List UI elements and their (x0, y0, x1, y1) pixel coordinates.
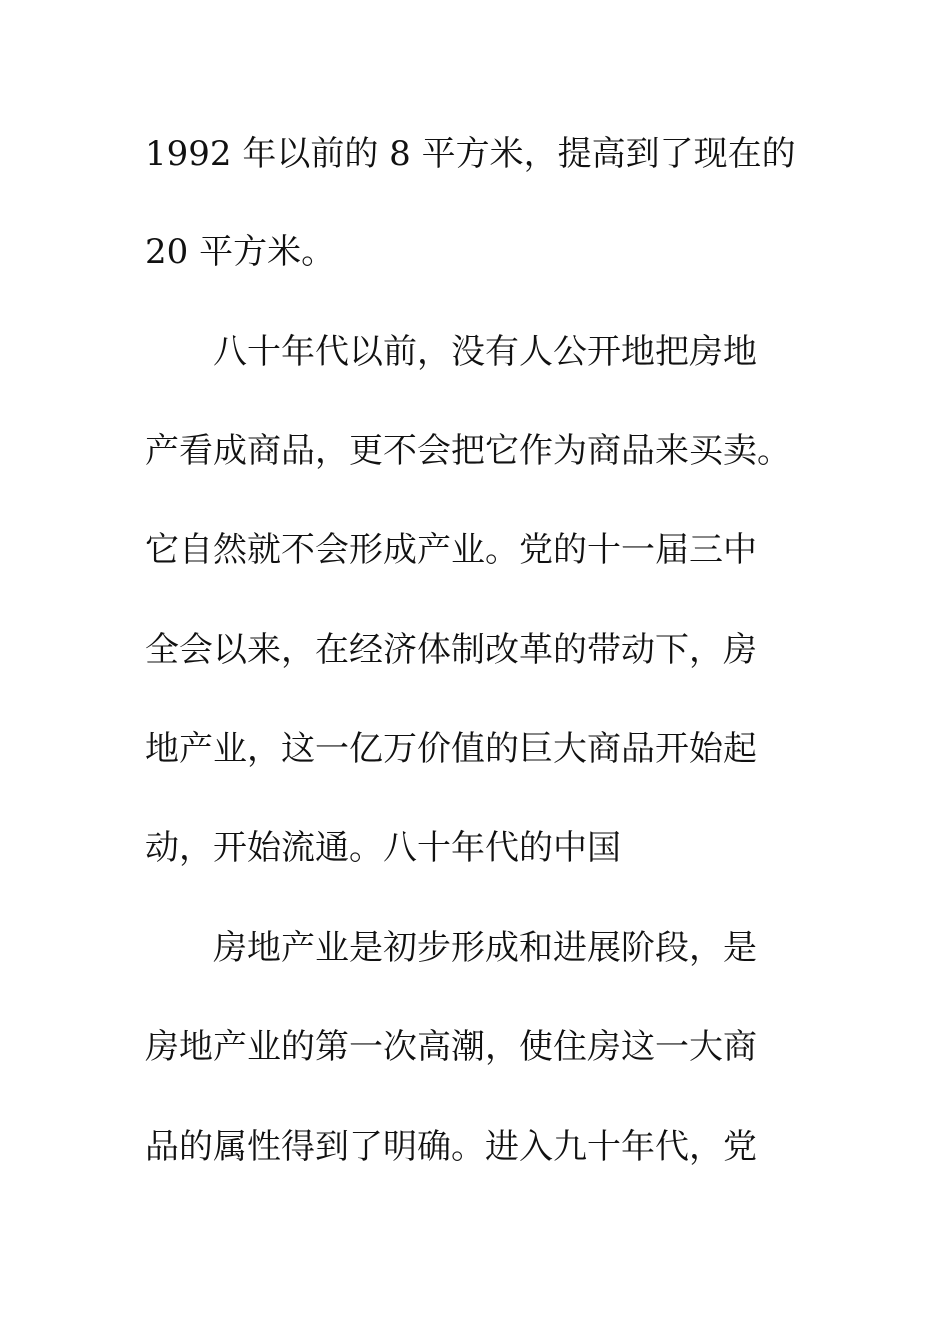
text-line: 地产业，这一亿万价值的巨大商品开始起 (145, 729, 757, 769)
text-line: 它自然就不会形成产业。党的十一届三中 (145, 530, 757, 570)
text-line: 20 平方米。 (145, 232, 336, 272)
text-line: 品的属性得到了明确。进入九十年代，党 (145, 1127, 757, 1167)
text-line: 房地产业的第一次高潮，使住房这一大商 (145, 1027, 757, 1067)
paragraph-first-line: 八十年代以前，没有人公开地把房地 (213, 332, 757, 372)
text-line: 1992 年以前的 8 平方米，提高到了现在的 (145, 134, 796, 174)
text-line: 全会以来，在经济体制改革的带动下，房 (145, 630, 757, 670)
text-line: 产看成商品，更不会把它作为商品来买卖。 (145, 431, 791, 471)
paragraph-first-line: 房地产业是初步形成和进展阶段，是 (213, 928, 757, 968)
text-line: 动，开始流通。八十年代的中国 (145, 828, 621, 868)
